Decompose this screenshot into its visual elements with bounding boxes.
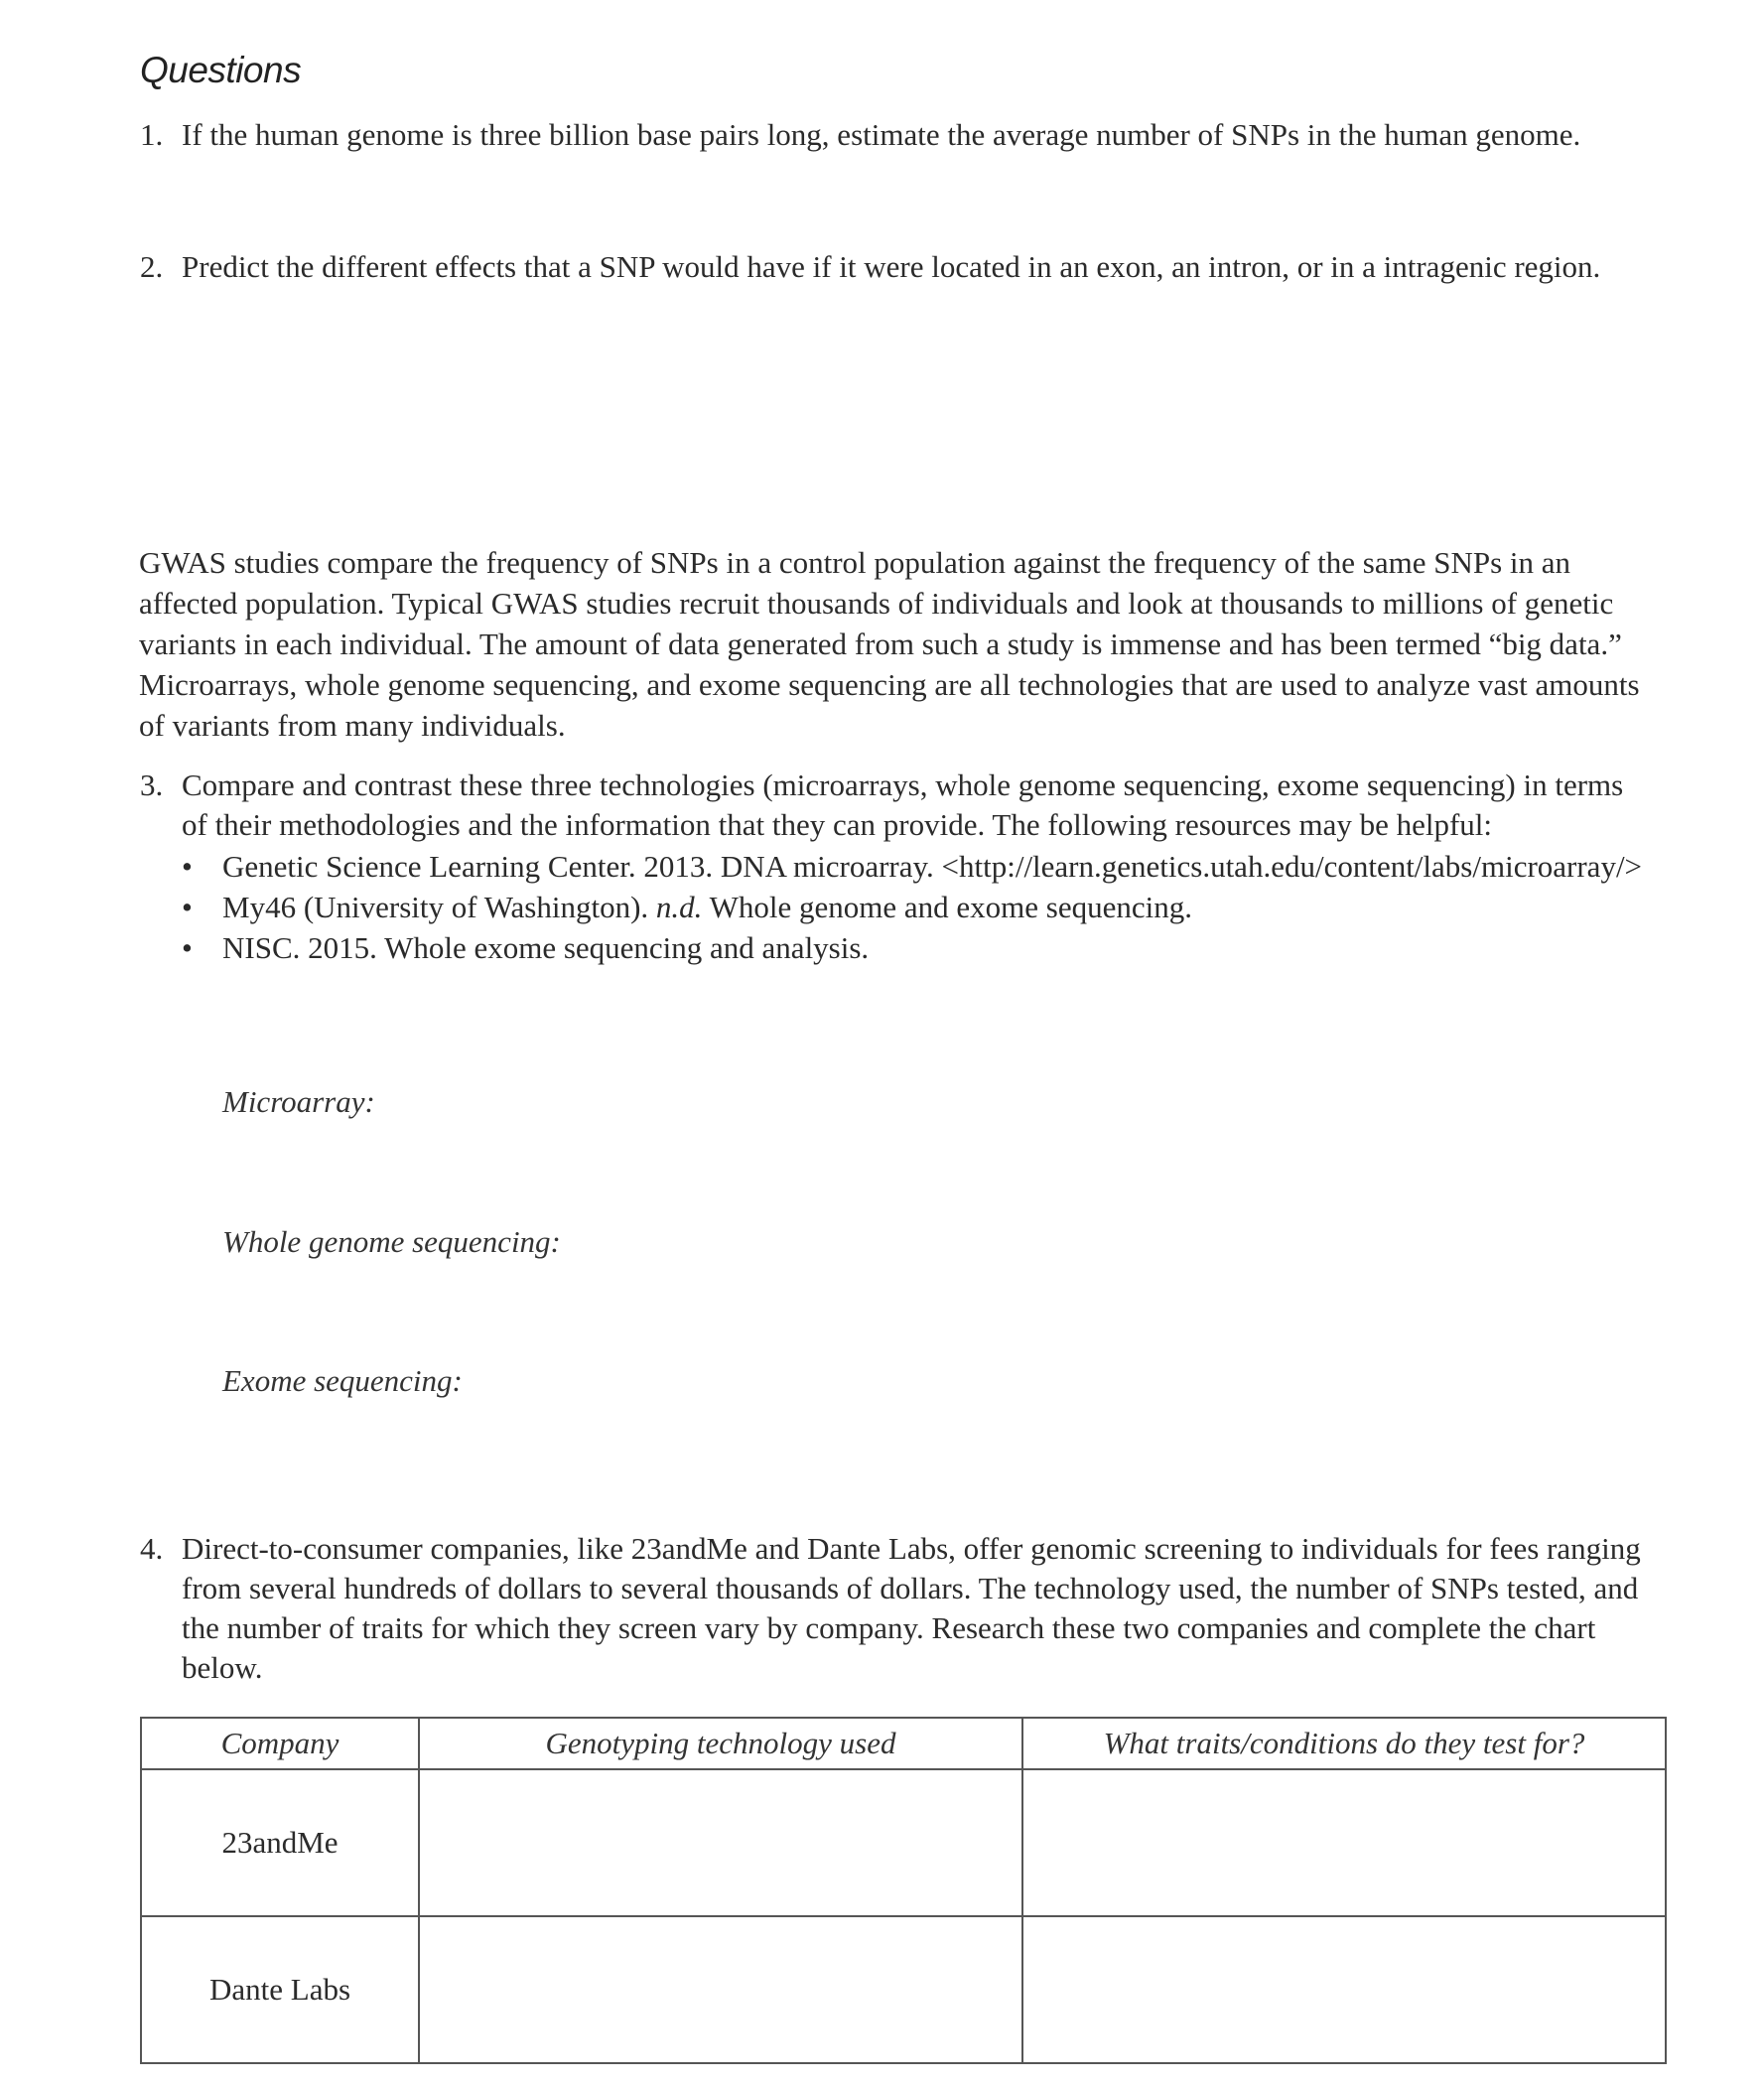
question-1 (140, 115, 1669, 155)
resource-item (182, 927, 1651, 968)
header-technology: Genotyping technology used (419, 1718, 1022, 1769)
resource-text: NISC. 2015. Whole exome sequencing and analysis. (222, 930, 870, 965)
company-cell: 23andMe (141, 1769, 419, 1916)
resource-item (182, 846, 1651, 887)
exome-label: Exome sequencing: (222, 1363, 463, 1398)
resource-text: My46 (University of Washington). (222, 890, 656, 924)
question-text: Compare and contrast these three technologies (microarrays, whole genome sequencing, exome sequencing) in terms of their methodologies and the information that they can provide. The following resources may be helpful: (182, 767, 1624, 842)
question-number: 1. (140, 117, 164, 152)
resource-date: n.d. (655, 890, 703, 924)
technology-cell[interactable] (419, 1916, 1022, 2063)
traits-cell[interactable] (1022, 1769, 1666, 1916)
gwas-paragraph: GWAS studies compare the frequency of SNPs in a control population against the frequency of the same SNPs in an affected population. Typical GWAS studies recruit thousands of individuals and look at thousands to millions of genetic variants in each individual. The amount of data generated from such a study is immense and has been termed “big data.” Microarrays, whole genome sequencing, and exome sequencing are all technologies that are used to analyze vast amounts of variants from many individuals. (139, 545, 1640, 743)
resource-text: Genetic Science Learning Center. 2013. DNA microarray. <http://learn.genetics.utah.edu/content/labs/microarray/> (222, 849, 1643, 884)
question-text: If the human genome is three billion base pairs long, estimate the average number of SNPs in the human genome. (182, 117, 1581, 152)
header-company: Company (141, 1718, 419, 1769)
chart-header-row (141, 1718, 1666, 1769)
question-number: 4. (140, 1531, 164, 1566)
resource-list (182, 846, 1651, 968)
bullet-icon: • (182, 890, 193, 924)
traits-cell[interactable] (1022, 1916, 1666, 2063)
company-chart (140, 1717, 1667, 2064)
question-3 (140, 765, 1654, 845)
resource-text: Whole genome and exome sequencing. (702, 890, 1192, 924)
question-2 (140, 247, 1689, 287)
microarray-label: Microarray: (222, 1084, 375, 1119)
question-text: Direct-to-consumer companies, like 23andMe and Dante Labs, offer genomic screening to individuals for fees ranging from several hundreds of dollars to several thousands of dollars. The technology used, the number of SNPs tested, and the number of traits for which they screen vary by company. Research these two companies and complete the chart below. (182, 1531, 1641, 1685)
bullet-icon: • (182, 849, 193, 884)
table-row (141, 1916, 1666, 2063)
whole-genome-label: Whole genome sequencing: (222, 1224, 561, 1259)
question-number: 2. (140, 249, 164, 284)
company-cell: Dante Labs (141, 1916, 419, 2063)
question-number: 3. (140, 767, 164, 802)
header-traits: What traits/conditions do they test for? (1022, 1718, 1666, 1769)
question-text: Predict the different effects that a SNP would have if it were located in an exon, an intron, or in a intragenic region. (182, 249, 1601, 284)
technology-cell[interactable] (419, 1769, 1022, 1916)
table-row (141, 1769, 1666, 1916)
question-4 (140, 1529, 1654, 1688)
resource-item (182, 887, 1651, 927)
section-heading: Questions (140, 50, 302, 90)
bullet-icon: • (182, 930, 193, 965)
